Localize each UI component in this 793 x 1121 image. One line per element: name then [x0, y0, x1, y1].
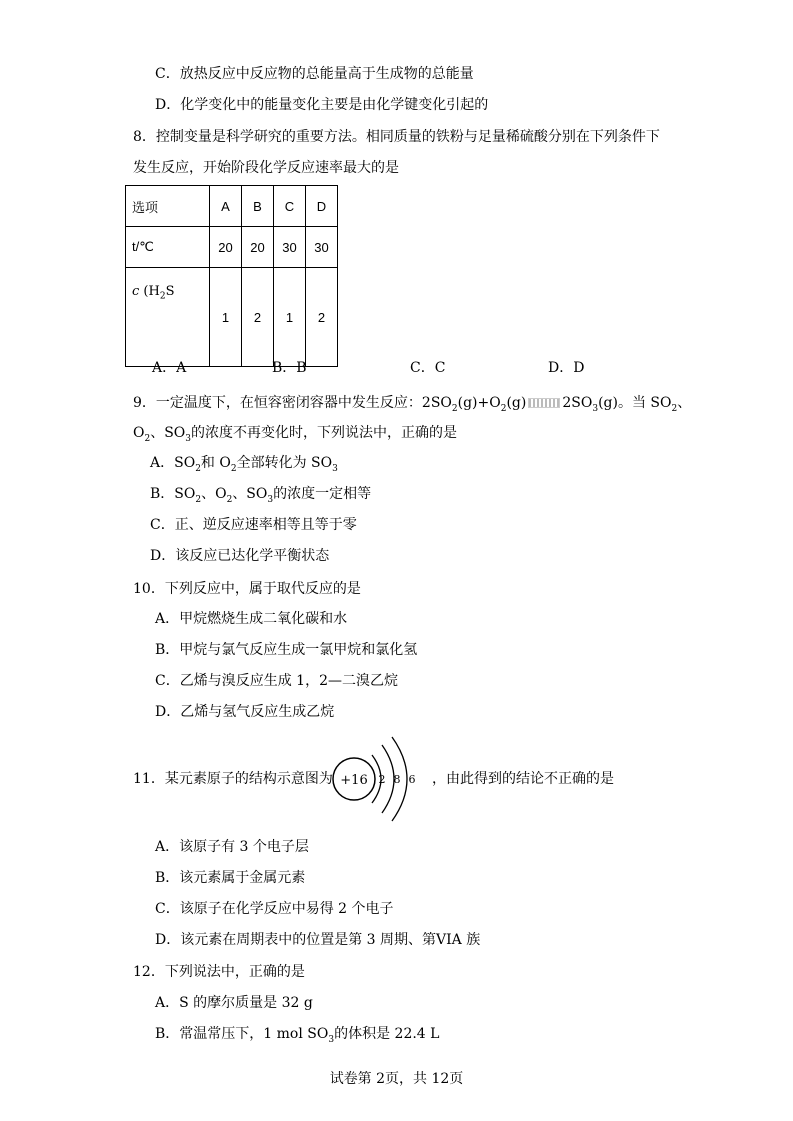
- q11-option-b: B．该元素属于金属元素: [155, 870, 306, 886]
- q11-option-d: D．该元素在周期表中的位置是第 3 周期、第VIA 族: [155, 932, 481, 948]
- q9-option-c: C．正、逆反应速率相等且等于零: [150, 517, 357, 533]
- page-footer: 试卷第 2页，共 12页: [329, 1071, 464, 1087]
- table-cell: 20: [210, 227, 242, 268]
- q7-option-c: C．放热反应中反应物的总能量高于生成物的总能量: [155, 66, 474, 82]
- q8-option-d: D．D: [548, 360, 585, 376]
- table-row-label-concentration: [126, 268, 210, 367]
- table-head-label: 选项: [126, 186, 210, 227]
- q12-option-a: A．S 的摩尔质量是 32 g: [155, 995, 313, 1011]
- sub: 3: [185, 433, 192, 444]
- label-part: (H: [143, 284, 160, 299]
- table-cell: 30: [274, 227, 306, 268]
- table-row: [126, 186, 338, 227]
- q8-option-b: B．B: [272, 360, 307, 376]
- text: O: [133, 425, 145, 441]
- text: 的浓度一定相等: [273, 486, 372, 502]
- shell-electrons-2: 8: [393, 773, 401, 786]
- q10-option-d: D．乙烯与氢气反应生成乙烷: [155, 704, 335, 720]
- table-cell: 20: [242, 227, 274, 268]
- nucleus-charge: +16: [340, 773, 368, 788]
- q8-option-c: C．C: [410, 360, 446, 376]
- label-sub: 2: [159, 291, 166, 302]
- table-col-c: C: [274, 186, 306, 227]
- table-row-label-temperature: t/℃: [126, 227, 210, 268]
- q9-option-a: [150, 453, 338, 479]
- text: 9．一定温度下，在恒容密闭容器中发生反应：2SO: [133, 395, 452, 411]
- table-col-a: A: [210, 186, 242, 227]
- q12-stem: 12．下列说法中，正确的是: [133, 964, 305, 980]
- q9-stem-line2: [133, 423, 457, 449]
- sub: 3: [328, 1034, 335, 1045]
- q8-stem-line1: 8．控制变量是科学研究的重要方法。相同质量的铁粉与足量稀硫酸分别在下列条件下: [133, 129, 660, 145]
- sub: 2: [671, 403, 678, 414]
- text: 、SO: [150, 425, 186, 441]
- text: B．SO: [150, 486, 196, 502]
- q10-stem: 10．下列反应中，属于取代反应的是: [133, 581, 361, 597]
- q8-condition-table: [125, 185, 338, 367]
- q11-stem-start: 11．某元素原子的结构示意图为: [133, 771, 333, 787]
- text: (g)+O: [457, 395, 501, 411]
- table-cell: 1: [210, 268, 242, 367]
- q7-option-d: D．化学变化中的能量变化主要是由化学键变化引起的: [155, 97, 489, 113]
- q9-stem-line1: [133, 393, 691, 419]
- table-cell: 30: [306, 227, 338, 268]
- sub: 2: [226, 494, 233, 505]
- sub: 3: [267, 494, 274, 505]
- sub: 2: [230, 463, 237, 474]
- text: 的浓度不再变化时，下列说法中，正确的是: [191, 425, 458, 441]
- q11-option-a: A．该原子有 3 个电子层: [155, 839, 309, 855]
- table-col-d: D: [306, 186, 338, 227]
- label-part: S: [165, 284, 175, 299]
- text: 、: [677, 395, 692, 411]
- q10-option-a: A．甲烷燃烧生成二氧化碳和水: [155, 611, 348, 627]
- text: 的体积是 22.4 L: [334, 1026, 440, 1042]
- table-row: [126, 268, 338, 367]
- table-cell: 2: [306, 268, 338, 367]
- q11-stem-end: ，由此得到的结论不正确的是: [432, 771, 614, 787]
- q9-option-d: D．该反应已达化学平衡状态: [150, 548, 330, 564]
- table-row: [126, 227, 338, 268]
- text: 2SO: [562, 395, 593, 411]
- equilibrium-arrow-icon: [528, 398, 560, 408]
- q11-option-c: C．该原子在化学反应中易得 2 个电子: [155, 901, 394, 917]
- sub: 2: [451, 403, 458, 414]
- q10-option-b: B．甲烷与氯气反应生成一氯甲烷和氯化氢: [155, 642, 418, 658]
- q8-stem-line2: 发生反应，开始阶段化学反应速率最大的是: [133, 160, 399, 176]
- table-col-b: B: [242, 186, 274, 227]
- shell-electrons-3: 6: [408, 773, 416, 786]
- sub: 2: [500, 403, 507, 414]
- text: (g): [506, 395, 527, 411]
- q8-option-a: A．A: [152, 360, 187, 376]
- q10-option-c: C．乙烯与溴反应生成 1，2—二溴乙烷: [155, 673, 398, 689]
- sub: 2: [195, 463, 201, 474]
- text: 、SO: [232, 486, 268, 502]
- text: (g)。当 SO: [598, 395, 672, 411]
- sub: 3: [592, 403, 599, 414]
- text: 、O: [201, 486, 227, 502]
- sub: 3: [332, 463, 338, 474]
- sub: 2: [195, 494, 202, 505]
- text: A．SO: [150, 455, 196, 471]
- table-cell: 2: [242, 268, 274, 367]
- shell-electrons-1: 2: [378, 773, 386, 786]
- q12-option-b: [155, 1024, 439, 1050]
- q9-option-b: [150, 484, 371, 510]
- text: 和 O: [200, 455, 231, 471]
- table-cell: 1: [274, 268, 306, 367]
- text: 全部转化为 SO: [236, 455, 333, 471]
- text: B．常温常压下，1 mol SO: [155, 1026, 329, 1042]
- atomic-structure-diagram: [330, 735, 430, 825]
- sub: 2: [144, 433, 151, 444]
- concentration-symbol: c: [132, 284, 140, 299]
